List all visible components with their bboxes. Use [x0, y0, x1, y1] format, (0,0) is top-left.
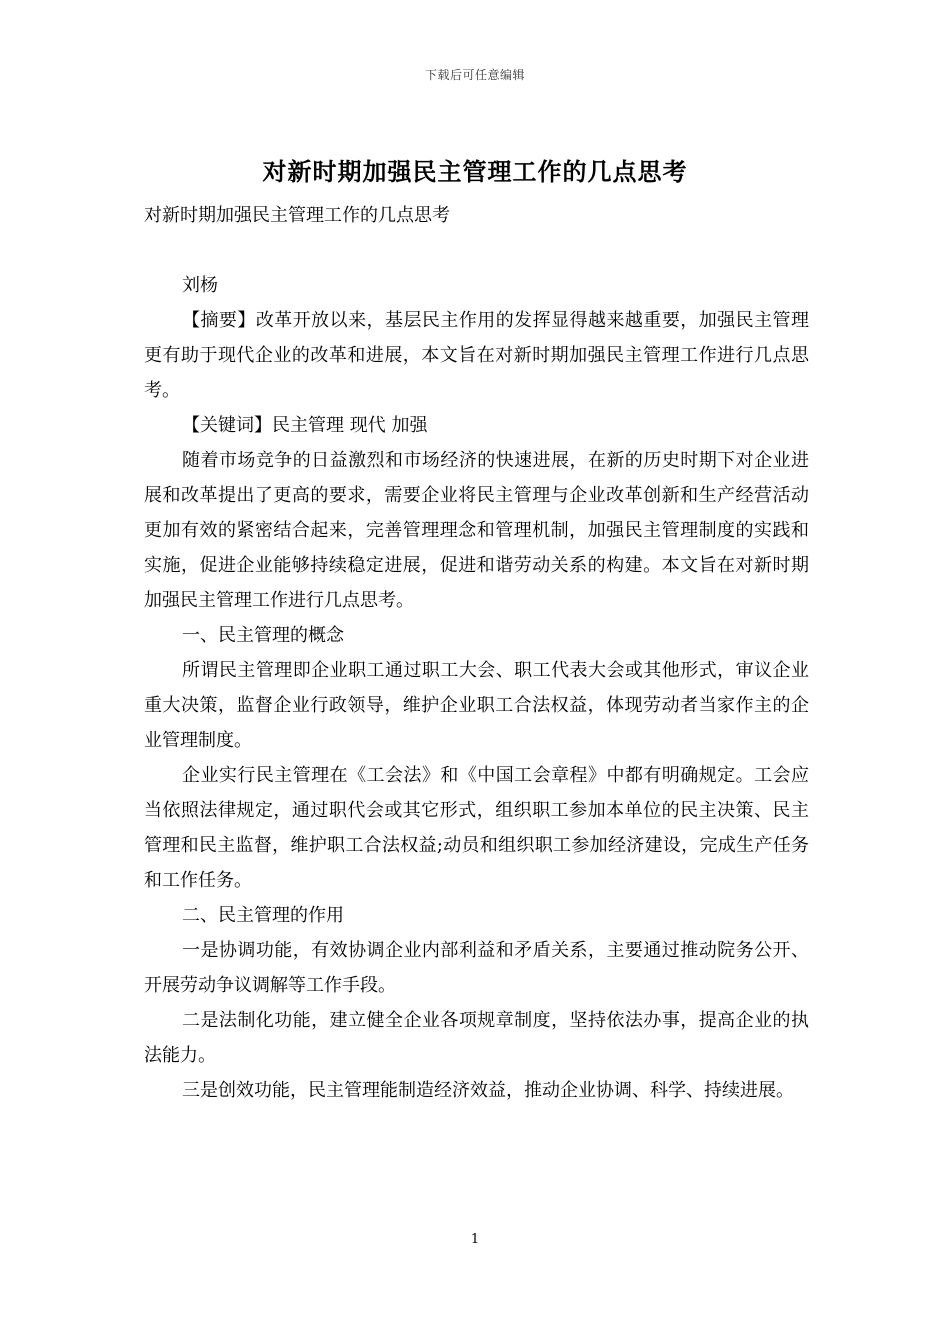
abstract-paragraph: 【摘要】改革开放以来，基层民主作用的发挥显得越来越重要，加强民主管理更有助于现代企业的改革和进展，本文旨在对新时期加强民主管理工作进行几点思考。: [144, 310, 809, 401]
keywords-paragraph: 【关键词】民主管理 现代 加强: [182, 415, 428, 436]
section2-paragraph: 二是法制化功能，建立健全企业各项规章制度，坚持依法办事，提高企业的执法能力。: [144, 1010, 809, 1066]
section2-heading: 二、民主管理的作用: [182, 905, 344, 926]
section2-paragraph: 一是协调功能，有效协调企业内部利益和矛盾关系，主要通过推动院务公开、开展劳动争议调解等工作手段。: [144, 940, 809, 996]
section1-paragraph: 所谓民主管理即企业职工通过职工大会、职工代表大会或其他形式，审议企业重大决策，监督企业行政领导，维护企业职工合法权益，体现劳动者当家作主的企业管理制度。: [144, 660, 809, 751]
header-note: 下载后可任意编辑: [424, 68, 525, 82]
blank-line: [144, 233, 809, 268]
section1-paragraph: 企业实行民主管理在《工会法》和《中国工会章程》中都有明确规定。工会应当依照法律规定，通过职代会或其它形式，组织职工参加本单位的民主决策、民主管理和民主监督，维护职工合法权益;动员和组织职工参加经济建设，完成生产任务和工作任务。: [144, 765, 809, 891]
subtitle: 对新时期加强民主管理工作的几点思考: [144, 205, 450, 226]
intro-paragraph: 随着市场竞争的日益激烈和市场经济的快速进展，在新的历史时期下对企业进展和改革提出了更高的要求，需要企业将民主管理与企业改革创新和生产经营活动更加有效的紧密结合起来，完善管理理念和管理机制，加强民主管理制度的实践和实施，促进企业能够持续稳定进展，促进和谐劳动关系的构建。本文旨在对新时期加强民主管理工作进行几点思考。: [144, 450, 809, 611]
page-number: 1: [470, 1232, 480, 1247]
document-body: [144, 198, 809, 1108]
section1-heading: 一、民主管理的概念: [182, 625, 344, 646]
author: 刘杨: [182, 275, 218, 296]
section2-paragraph: 三是创效功能，民主管理能制造经济效益，推动企业协调、科学、持续进展。: [182, 1080, 794, 1101]
document-title: 对新时期加强民主管理工作的几点思考: [262, 157, 688, 186]
